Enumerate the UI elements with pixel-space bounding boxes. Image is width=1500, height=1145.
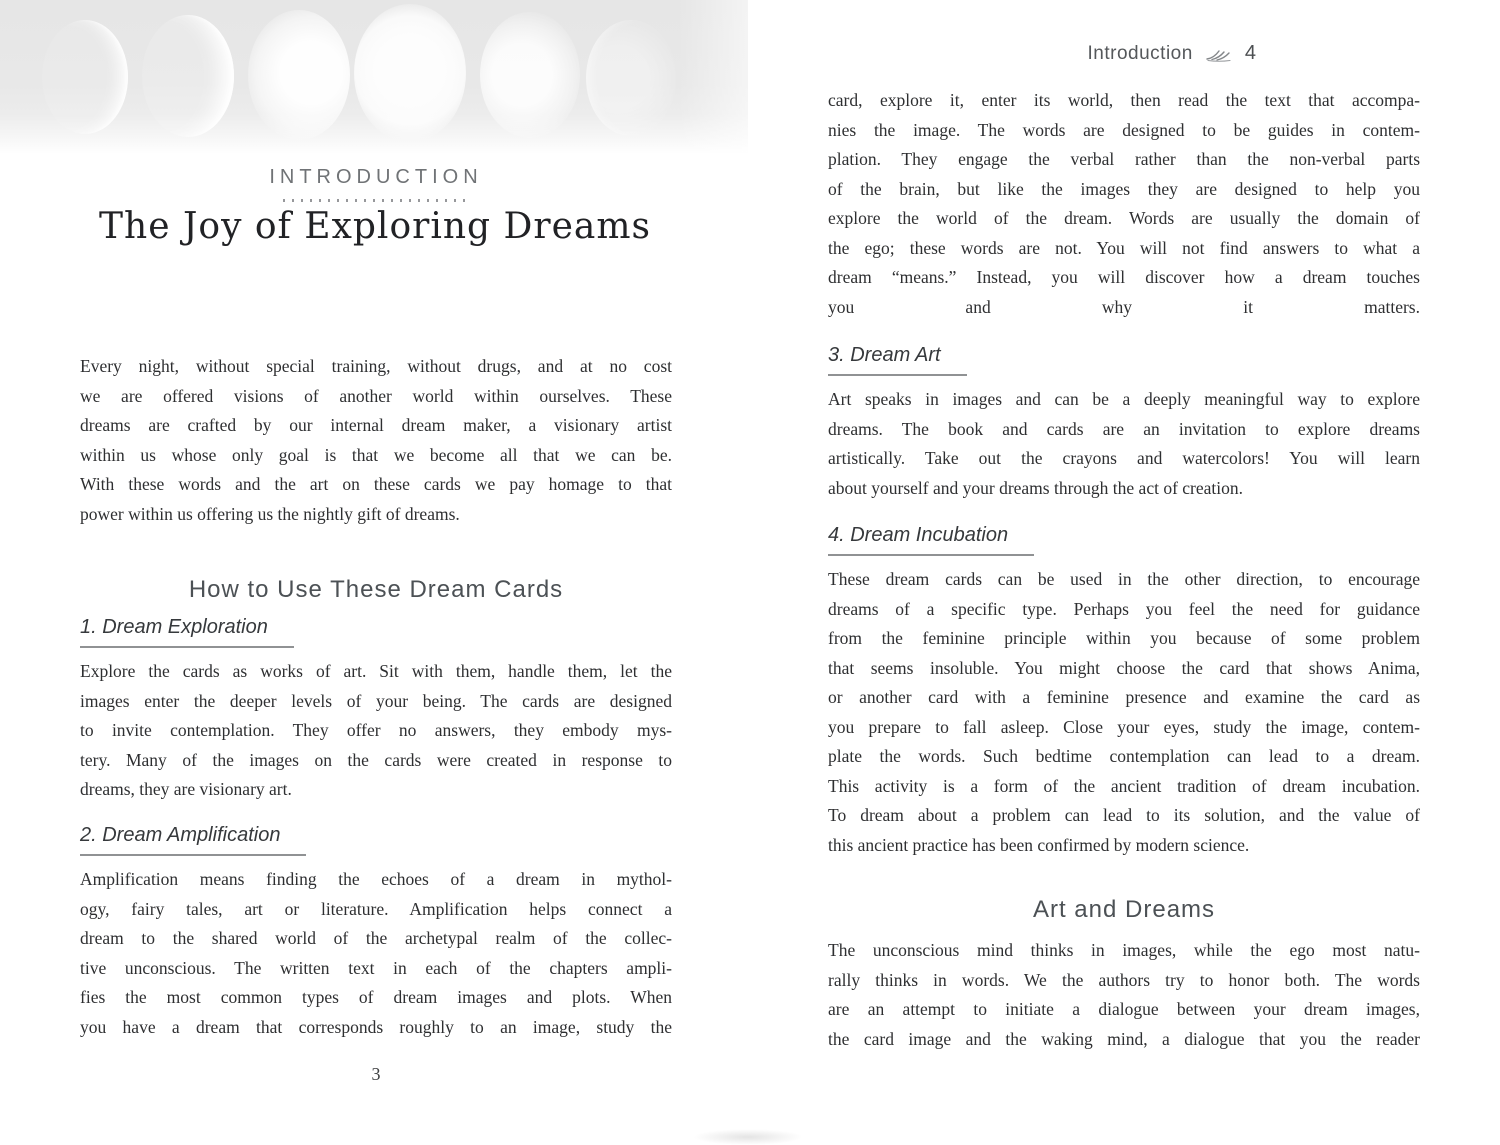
text-line: These dream cards can be used in the other direction, to encourage bbox=[828, 569, 1420, 589]
text-line: To dream about a problem can lead to its solution, and the value of bbox=[828, 805, 1420, 825]
text-line: we are offered visions of another world within ourselves. These bbox=[80, 385, 672, 406]
moon-phase-waning-gibbous-icon bbox=[480, 12, 580, 138]
running-header-title: Introduction bbox=[1087, 42, 1193, 64]
text-line: Art speaks in images and can be a deeply meaningful way to explore bbox=[828, 389, 1420, 409]
section-heading-how-to-use: How to Use These Dream Cards bbox=[188, 576, 564, 603]
chapter-title: The Joy of Exploring Dreams bbox=[99, 206, 651, 247]
subsection-heading-dream-art: 3. Dream Art bbox=[828, 344, 967, 376]
running-header-page-number: 4 bbox=[1244, 42, 1257, 64]
text-line: plate the words. Such bedtime contemplation can lead to a dream. bbox=[828, 746, 1420, 766]
text-line: you prepare to fall asleep. Close your eyes, study the image, contem- bbox=[828, 716, 1420, 737]
text-line: fies the most common types of dream images and plots. When bbox=[80, 987, 672, 1007]
text-line: dream to the shared world of the archetypal realm of the collec- bbox=[80, 928, 672, 948]
text-line: or another card with a feminine presence and examine the card as bbox=[828, 687, 1420, 707]
subsection-paragraph-dream-amplification bbox=[80, 865, 672, 1042]
text-line: card, explore it, enter its world, then read the text that accompa- bbox=[828, 90, 1420, 110]
moon-phase-waning-crescent-faint-icon bbox=[586, 20, 676, 136]
text-line: the ego; these words are not. You will not find answers to what a bbox=[828, 237, 1420, 258]
text-line: within us whose only goal is that we become all that we can be. bbox=[80, 444, 672, 465]
dotted-divider bbox=[283, 199, 469, 202]
page-number-left: 3 bbox=[371, 1064, 381, 1084]
text-line: images enter the deeper levels of your being. The cards are designed bbox=[80, 690, 672, 711]
text-line: of the brain, but like the images they are designed to help you bbox=[828, 178, 1420, 199]
text-line: about yourself and your dreams through the act of creation. bbox=[828, 477, 1244, 498]
chapter-kicker: INTRODUCTION bbox=[269, 166, 483, 188]
subsection-heading-dream-exploration: 1. Dream Exploration bbox=[80, 616, 294, 648]
text-line: Explore the cards as works of art. Sit with them, handle them, let the bbox=[80, 661, 672, 681]
subsection-dream-amplification bbox=[80, 824, 672, 1042]
text-line: to invite contemplation. They offer no answers, they embody mys- bbox=[80, 720, 672, 740]
bottom-edge-artifact bbox=[693, 1129, 803, 1145]
subsection-paragraph-dream-incubation bbox=[828, 565, 1420, 860]
text-line: plation. They engage the verbal rather than the non-verbal parts bbox=[828, 149, 1420, 169]
text-line: This activity is a form of the ancient tradition of dream incubation. bbox=[828, 775, 1420, 796]
text-line: dreams. The book and cards are an invitation to explore dreams bbox=[828, 418, 1420, 439]
text-line: Every night, without special training, without drugs, and at no cost bbox=[80, 356, 672, 376]
text-line: dreams of a specific type. Perhaps you feel the need for guidance bbox=[828, 598, 1420, 619]
moon-phases-banner bbox=[0, 0, 748, 154]
continued-paragraph bbox=[828, 86, 1420, 322]
text-line: dreams are crafted by our internal dream maker, a visionary artist bbox=[80, 415, 672, 435]
text-line: nies the image. The words are designed to be guides in contem- bbox=[828, 119, 1420, 140]
moon-phase-full-moon-icon bbox=[354, 4, 466, 142]
text-line: Amplification means finding the echoes of a dream in mythol- bbox=[80, 869, 672, 889]
subsection-dream-exploration bbox=[80, 616, 672, 805]
section-heading-art-and-dreams: Art and Dreams bbox=[1032, 896, 1216, 923]
text-line: ogy, fairy tales, art or literature. Amplification helps connect a bbox=[80, 898, 672, 919]
text-line: explore the world of the dream. Words are usually the domain of bbox=[828, 208, 1420, 228]
page-right bbox=[750, 0, 1500, 1145]
moon-phase-waxing-crescent-thin-icon bbox=[42, 20, 128, 134]
subsection-heading-dream-incubation: 4. Dream Incubation bbox=[828, 524, 1034, 556]
text-line: With these words and the art on these cards we pay homage to that bbox=[80, 474, 672, 494]
moon-phase-waxing-gibbous-icon bbox=[248, 10, 350, 140]
text-line: from the feminine principle within you because of some problem bbox=[828, 628, 1420, 648]
subsection-heading-dream-amplification: 2. Dream Amplification bbox=[80, 824, 306, 856]
text-line: are an attempt to initiate a dialogue between your dream images, bbox=[828, 999, 1420, 1019]
art-and-dreams-paragraph bbox=[828, 936, 1420, 1054]
text-line: tive unconscious. The written text in each of the chapters ampli- bbox=[80, 957, 672, 978]
subsection-paragraph-dream-art bbox=[828, 385, 1420, 503]
text-line: artistically. Take out the crayons and watercolors! You will learn bbox=[828, 448, 1420, 468]
text-line: you have a dream that corresponds roughly to an image, study the bbox=[80, 1016, 672, 1037]
text-line: tery. Many of the images on the cards were created in response to bbox=[80, 749, 672, 770]
text-line: dream “means.” Instead, you will discover how a dream touches bbox=[828, 267, 1420, 287]
text-line: The unconscious mind thinks in images, while the ego most natu- bbox=[828, 940, 1420, 960]
subsection-dream-art bbox=[828, 344, 1420, 503]
running-header bbox=[876, 42, 1468, 65]
moon-phase-waxing-crescent-icon bbox=[142, 15, 234, 137]
intro-paragraph bbox=[80, 352, 672, 529]
text-line: power within us offering us the nightly gift of dreams. bbox=[80, 503, 460, 524]
text-line: dreams, they are visionary art. bbox=[80, 779, 292, 799]
subsection-dream-incubation bbox=[828, 524, 1420, 860]
text-line: the card image and the waking mind, a dialogue that you the reader bbox=[828, 1028, 1420, 1049]
text-line: rally thinks in words. We the authors try to honor both. The words bbox=[828, 969, 1420, 990]
subsection-paragraph-dream-exploration bbox=[80, 657, 672, 805]
text-line: this ancient practice has been confirmed by modern science. bbox=[828, 834, 1250, 855]
text-line: that seems insoluble. You might choose the card that shows Anima, bbox=[828, 657, 1420, 678]
ornament-icon bbox=[1205, 48, 1233, 62]
text-line: you and why it matters. bbox=[828, 296, 1420, 317]
